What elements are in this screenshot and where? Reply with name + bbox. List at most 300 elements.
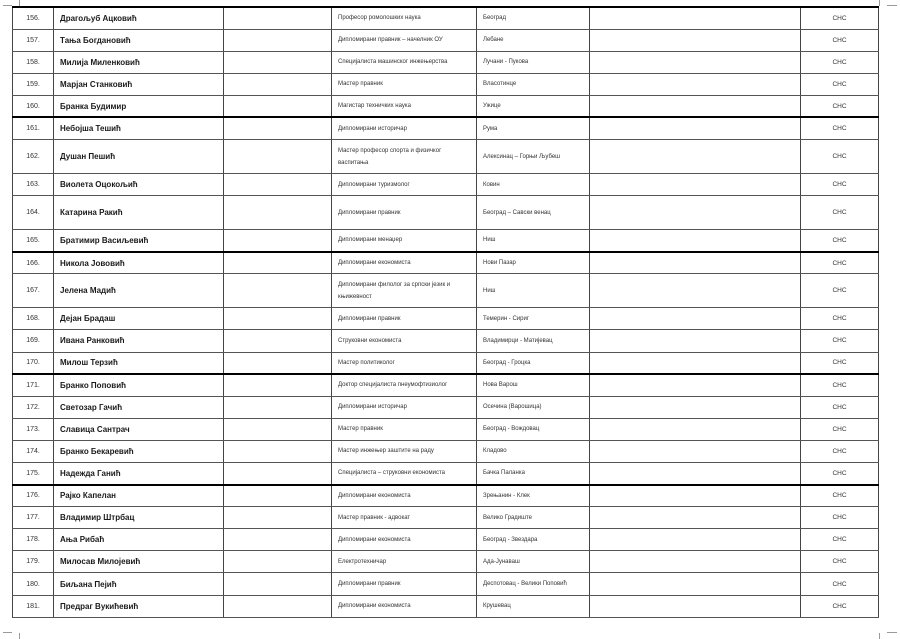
- row-number: [13, 440, 54, 462]
- candidate-name: [54, 51, 224, 73]
- empty-cell: [224, 274, 332, 308]
- candidate-name-text: Милосав Милојевић: [60, 557, 141, 567]
- empty-cell: [224, 352, 332, 374]
- candidate-name: [54, 196, 224, 230]
- table-row: [13, 73, 879, 95]
- candidate-occupation-text: Дипломирани економиста: [338, 536, 411, 543]
- table-row: [13, 551, 879, 573]
- empty-cell: [224, 418, 332, 440]
- empty-cell: [590, 196, 801, 230]
- empty-cell: [590, 507, 801, 529]
- candidate-residence-text: Ниш: [483, 287, 496, 294]
- candidate-name: [54, 440, 224, 462]
- candidate-occupation: [332, 252, 477, 274]
- row-number-text: 169.: [26, 337, 40, 345]
- candidate-residence-text: Власотинце: [483, 81, 517, 88]
- empty-cell: [224, 73, 332, 95]
- empty-cell: [224, 330, 332, 352]
- row-number: [13, 396, 54, 418]
- candidate-occupation: [332, 595, 477, 617]
- party-label: [801, 29, 879, 51]
- candidate-name-text: Ивана Ранковић: [60, 336, 125, 346]
- row-number-text: 160.: [26, 102, 40, 110]
- party-label: [801, 330, 879, 352]
- party-label-text: СНС: [832, 381, 847, 389]
- table-row: [13, 230, 879, 252]
- candidate-residence: [477, 551, 590, 573]
- candidate-residence: [477, 440, 590, 462]
- candidate-occupation-text: Мастер правник: [338, 426, 383, 433]
- candidate-occupation: [332, 352, 477, 374]
- candidate-residence-text: Лебане: [483, 37, 504, 44]
- candidate-name: [54, 7, 224, 29]
- empty-cell: [224, 507, 332, 529]
- table-row: [13, 418, 879, 440]
- candidate-name-text: Ања Рибаћ: [60, 535, 105, 545]
- table-row: [13, 117, 879, 139]
- candidate-residence: [477, 595, 590, 617]
- candidate-residence: [477, 507, 590, 529]
- row-number: [13, 595, 54, 617]
- candidate-occupation: [332, 95, 477, 117]
- candidate-residence: [477, 308, 590, 330]
- row-number: [13, 529, 54, 551]
- row-number-text: 164.: [26, 209, 40, 217]
- candidate-occupation: [332, 7, 477, 29]
- row-number-text: 178.: [26, 536, 40, 544]
- candidate-residence-text: Осечина (Варошица): [483, 404, 542, 411]
- candidate-residence-text: Ковин: [483, 181, 500, 188]
- party-label: [801, 73, 879, 95]
- candidate-occupation-text: Магистар техничких наука: [338, 103, 411, 110]
- row-number: [13, 7, 54, 29]
- row-number-text: 181.: [26, 602, 40, 610]
- empty-cell: [590, 463, 801, 485]
- row-number-text: 163.: [26, 181, 40, 189]
- candidate-occupation: [332, 330, 477, 352]
- row-number: [13, 252, 54, 274]
- candidate-residence: [477, 252, 590, 274]
- table-row: [13, 595, 879, 617]
- candidate-occupation: [332, 463, 477, 485]
- table-row: [13, 529, 879, 551]
- party-label-text: СНС: [832, 315, 847, 323]
- empty-cell: [590, 551, 801, 573]
- party-label-text: СНС: [832, 602, 847, 610]
- party-label: [801, 485, 879, 507]
- candidate-residence-text: Нови Пазар: [483, 260, 516, 267]
- empty-cell: [224, 308, 332, 330]
- candidate-name-text: Јелена Мадић: [60, 286, 116, 296]
- empty-cell: [224, 117, 332, 139]
- candidate-occupation: [332, 308, 477, 330]
- empty-cell: [590, 140, 801, 174]
- party-label: [801, 463, 879, 485]
- candidate-occupation-text: Дипломирани менаџер: [338, 237, 403, 244]
- candidate-residence-text: Ада-Јунаваш: [483, 558, 520, 565]
- candidate-occupation-text: Мастер правник - адвокат: [338, 514, 411, 521]
- candidate-occupation-text: Специјалиста машинског инжењерства: [338, 59, 448, 66]
- candidate-occupation-text: Доктор специјалиста пнеумофтизиолог: [338, 382, 448, 389]
- empty-cell: [590, 374, 801, 396]
- table-row: [13, 252, 879, 274]
- party-label-text: СНС: [832, 558, 847, 566]
- empty-cell: [224, 396, 332, 418]
- row-number-text: 177.: [26, 514, 40, 522]
- party-label: [801, 274, 879, 308]
- candidate-occupation-text: Дипломирани туризмолог: [338, 181, 410, 188]
- candidate-name-text: Бранка Будимир: [60, 101, 127, 111]
- row-number: [13, 573, 54, 595]
- party-label: [801, 396, 879, 418]
- candidate-residence-text: Београд - Гроцка: [483, 359, 531, 366]
- candidate-residence: [477, 485, 590, 507]
- party-label-text: СНС: [832, 236, 847, 244]
- candidate-name-text: Биљана Пејић: [60, 579, 117, 589]
- empty-cell: [590, 396, 801, 418]
- table-row: [13, 374, 879, 396]
- candidate-occupation: [332, 485, 477, 507]
- candidate-name-text: Виолета Оцокољић: [60, 180, 138, 190]
- candidate-residence-text: Београд - Вождовац: [483, 426, 540, 433]
- row-number-text: 162.: [26, 153, 40, 161]
- row-number: [13, 230, 54, 252]
- party-label: [801, 551, 879, 573]
- candidate-occupation: [332, 374, 477, 396]
- row-number: [13, 51, 54, 73]
- candidate-residence-text: Зрењанин - Клек: [483, 492, 530, 499]
- row-number: [13, 485, 54, 507]
- candidate-residence-text: Ниш: [483, 237, 496, 244]
- candidate-occupation-text: Специјалиста – струковни економиста: [338, 470, 445, 477]
- row-number: [13, 274, 54, 308]
- candidate-name: [54, 573, 224, 595]
- row-number-text: 171.: [26, 381, 40, 389]
- candidate-residence-text: Ужице: [483, 103, 501, 110]
- table-row: [13, 352, 879, 374]
- candidate-name-text: Милија Миленковић: [60, 57, 140, 67]
- candidate-name-text: Душан Пешић: [60, 152, 116, 162]
- candidate-occupation-text: Дипломирани филолог за српски језик и књижевност: [338, 281, 451, 300]
- row-number-text: 168.: [26, 315, 40, 323]
- candidate-residence: [477, 196, 590, 230]
- table-row: [13, 463, 879, 485]
- candidate-name: [54, 463, 224, 485]
- candidate-name: [54, 485, 224, 507]
- row-number-text: 174.: [26, 447, 40, 455]
- candidate-residence-text: Нова Варош: [483, 382, 518, 389]
- candidate-name: [54, 418, 224, 440]
- candidate-occupation-text: Мастер професор спорта и физичког васпитања: [338, 147, 442, 166]
- row-number-text: 170.: [26, 359, 40, 367]
- party-label-text: СНС: [832, 447, 847, 455]
- candidate-residence: [477, 529, 590, 551]
- candidate-rows: [13, 7, 879, 617]
- table-row: [13, 140, 879, 174]
- party-label: [801, 573, 879, 595]
- candidate-residence: [477, 352, 590, 374]
- candidate-residence: [477, 374, 590, 396]
- empty-cell: [224, 140, 332, 174]
- party-label: [801, 440, 879, 462]
- row-number-text: 175.: [26, 469, 40, 477]
- candidate-name-text: Владимир Штрбац: [60, 513, 135, 523]
- empty-cell: [224, 51, 332, 73]
- candidate-residence-text: Алексинац – Горњи Љубеш: [483, 153, 560, 160]
- candidate-occupation-text: Дипломирани економиста: [338, 492, 411, 499]
- empty-cell: [590, 418, 801, 440]
- candidate-name: [54, 29, 224, 51]
- party-label-text: СНС: [832, 359, 847, 367]
- candidate-name-text: Светозар Гачић: [60, 402, 123, 412]
- candidate-residence-text: Београд - Звездара: [483, 536, 538, 543]
- candidate-occupation: [332, 529, 477, 551]
- empty-cell: [224, 230, 332, 252]
- empty-cell: [590, 174, 801, 196]
- candidate-residence-text: Кладово: [483, 448, 507, 455]
- row-number: [13, 196, 54, 230]
- table-row: [13, 174, 879, 196]
- row-number-text: 158.: [26, 58, 40, 66]
- empty-cell: [224, 174, 332, 196]
- candidate-occupation: [332, 174, 477, 196]
- candidate-residence-text: Велико Градиште: [483, 514, 532, 521]
- row-number-text: 157.: [26, 36, 40, 44]
- row-number: [13, 418, 54, 440]
- candidate-residence: [477, 117, 590, 139]
- empty-cell: [224, 95, 332, 117]
- candidate-occupation: [332, 117, 477, 139]
- candidate-name-text: Бранко Поповић: [60, 380, 127, 390]
- empty-cell: [590, 529, 801, 551]
- party-label-text: СНС: [832, 153, 847, 161]
- party-label: [801, 230, 879, 252]
- row-number-text: 173.: [26, 425, 40, 433]
- row-number-text: 159.: [26, 80, 40, 88]
- candidate-name: [54, 73, 224, 95]
- row-number: [13, 330, 54, 352]
- party-label: [801, 174, 879, 196]
- table-row: [13, 573, 879, 595]
- row-number: [13, 352, 54, 374]
- party-label: [801, 308, 879, 330]
- candidate-name: [54, 396, 224, 418]
- candidate-name-text: Марјан Станковић: [60, 79, 133, 89]
- candidate-name-text: Милош Терзић: [60, 358, 118, 368]
- candidate-name: [54, 507, 224, 529]
- candidate-name: [54, 308, 224, 330]
- party-label: [801, 595, 879, 617]
- candidate-name: [54, 551, 224, 573]
- candidate-name: [54, 330, 224, 352]
- row-number-text: 165.: [26, 236, 40, 244]
- candidate-name: [54, 374, 224, 396]
- row-number: [13, 463, 54, 485]
- party-label-text: СНС: [832, 469, 847, 477]
- party-label-text: СНС: [832, 14, 847, 22]
- party-label: [801, 529, 879, 551]
- party-label-text: СНС: [832, 58, 847, 66]
- row-number: [13, 140, 54, 174]
- candidate-name: [54, 95, 224, 117]
- party-label: [801, 51, 879, 73]
- row-number-text: 166.: [26, 259, 40, 267]
- row-number: [13, 174, 54, 196]
- party-label: [801, 374, 879, 396]
- candidate-residence: [477, 73, 590, 95]
- table-row: [13, 95, 879, 117]
- row-number: [13, 507, 54, 529]
- row-number: [13, 29, 54, 51]
- candidate-residence-text: Крушевац: [483, 603, 511, 610]
- candidate-name: [54, 274, 224, 308]
- candidate-residence-text: Београд – Савски венац: [483, 209, 551, 216]
- candidate-occupation: [332, 274, 477, 308]
- candidate-residence-text: Владимирци - Матијевац: [483, 337, 553, 344]
- empty-cell: [224, 374, 332, 396]
- empty-cell: [590, 274, 801, 308]
- party-label-text: СНС: [832, 536, 847, 544]
- row-number: [13, 308, 54, 330]
- party-label-text: СНС: [832, 102, 847, 110]
- empty-cell: [590, 117, 801, 139]
- candidate-residence: [477, 418, 590, 440]
- candidate-list-table: [12, 6, 879, 618]
- empty-cell: [224, 463, 332, 485]
- candidate-name: [54, 252, 224, 274]
- table-row: [13, 440, 879, 462]
- candidate-name-text: Надежда Ганић: [60, 468, 121, 478]
- candidate-occupation: [332, 551, 477, 573]
- row-number: [13, 551, 54, 573]
- candidate-residence: [477, 230, 590, 252]
- candidate-residence: [477, 174, 590, 196]
- row-number: [13, 73, 54, 95]
- empty-cell: [590, 485, 801, 507]
- table-row: [13, 196, 879, 230]
- candidate-occupation: [332, 573, 477, 595]
- table-row: [13, 29, 879, 51]
- party-label: [801, 95, 879, 117]
- party-label: [801, 418, 879, 440]
- party-label: [801, 7, 879, 29]
- candidate-residence-text: Рума: [483, 125, 498, 132]
- candidate-residence-text: Лучани - Пукова: [483, 59, 529, 66]
- candidate-name-text: Предраг Вукићевић: [60, 601, 139, 611]
- row-number: [13, 374, 54, 396]
- candidate-name-text: Дејан Брадаш: [60, 314, 116, 324]
- empty-cell: [590, 595, 801, 617]
- party-label-text: СНС: [832, 337, 847, 345]
- party-label-text: СНС: [832, 287, 847, 295]
- candidate-residence: [477, 274, 590, 308]
- row-number-text: 161.: [26, 125, 40, 133]
- candidate-name-text: Драгољуб Ацковић: [60, 13, 137, 23]
- party-label-text: СНС: [832, 492, 847, 500]
- candidate-name-text: Тања Богдановић: [60, 35, 131, 45]
- row-number-text: 167.: [26, 287, 40, 295]
- empty-cell: [590, 440, 801, 462]
- empty-cell: [590, 308, 801, 330]
- table-row: [13, 308, 879, 330]
- party-label-text: СНС: [832, 209, 847, 217]
- empty-cell: [224, 551, 332, 573]
- party-label-text: СНС: [832, 181, 847, 189]
- candidate-occupation: [332, 51, 477, 73]
- party-label-text: СНС: [832, 514, 847, 522]
- candidate-residence-text: Београд: [483, 15, 506, 22]
- candidate-residence: [477, 7, 590, 29]
- candidate-occupation: [332, 396, 477, 418]
- party-label: [801, 117, 879, 139]
- candidate-name: [54, 140, 224, 174]
- empty-cell: [590, 29, 801, 51]
- candidate-occupation: [332, 73, 477, 95]
- party-label-text: СНС: [832, 259, 847, 267]
- candidate-name-text: Братимир Васиљевић: [60, 235, 149, 245]
- empty-cell: [590, 252, 801, 274]
- candidate-residence-text: Темерин - Сириг: [483, 315, 530, 322]
- party-label-text: СНС: [832, 580, 847, 588]
- empty-cell: [590, 73, 801, 95]
- empty-cell: [590, 95, 801, 117]
- candidate-name: [54, 595, 224, 617]
- candidate-occupation-text: Дипломирани правник: [338, 581, 401, 588]
- party-label-text: СНС: [832, 403, 847, 411]
- empty-cell: [224, 485, 332, 507]
- candidate-residence: [477, 29, 590, 51]
- candidate-occupation-text: Мастер политиколог: [338, 359, 395, 366]
- candidate-residence: [477, 95, 590, 117]
- party-label-text: СНС: [832, 125, 847, 133]
- candidate-residence: [477, 51, 590, 73]
- row-number-text: 179.: [26, 558, 40, 566]
- party-label: [801, 352, 879, 374]
- candidate-occupation-text: Дипломирани историчар: [338, 125, 407, 132]
- empty-cell: [224, 252, 332, 274]
- empty-cell: [590, 352, 801, 374]
- empty-cell: [224, 573, 332, 595]
- candidate-name-text: Славица Сантрач: [60, 424, 130, 434]
- candidate-occupation: [332, 230, 477, 252]
- empty-cell: [590, 51, 801, 73]
- candidate-occupation-text: Дипломирани економиста: [338, 603, 411, 610]
- candidate-occupation: [332, 507, 477, 529]
- candidate-occupation: [332, 418, 477, 440]
- candidate-name: [54, 352, 224, 374]
- table-row: [13, 507, 879, 529]
- candidate-occupation-text: Професор ромолошких наука: [338, 15, 421, 22]
- candidate-name-text: Небојша Тешић: [60, 124, 121, 134]
- party-label-text: СНС: [832, 36, 847, 44]
- candidate-occupation-text: Дипломирани правник – начелник ОУ: [338, 37, 443, 44]
- candidate-occupation-text: Дипломирани економиста: [338, 260, 411, 267]
- row-number: [13, 117, 54, 139]
- candidate-occupation: [332, 440, 477, 462]
- table-row: [13, 396, 879, 418]
- row-number-text: 180.: [26, 580, 40, 588]
- candidate-occupation-text: Струковни економиста: [338, 337, 402, 344]
- candidate-residence-text: Бачка Паланка: [483, 470, 525, 477]
- candidate-residence: [477, 573, 590, 595]
- candidate-occupation-text: Дипломирани правник: [338, 315, 401, 322]
- candidate-occupation-text: Дипломирани историчар: [338, 404, 407, 411]
- candidate-residence: [477, 330, 590, 352]
- table-row: [13, 485, 879, 507]
- candidate-name: [54, 117, 224, 139]
- candidate-name: [54, 529, 224, 551]
- candidate-name-text: Бранко Бекаревић: [60, 446, 134, 456]
